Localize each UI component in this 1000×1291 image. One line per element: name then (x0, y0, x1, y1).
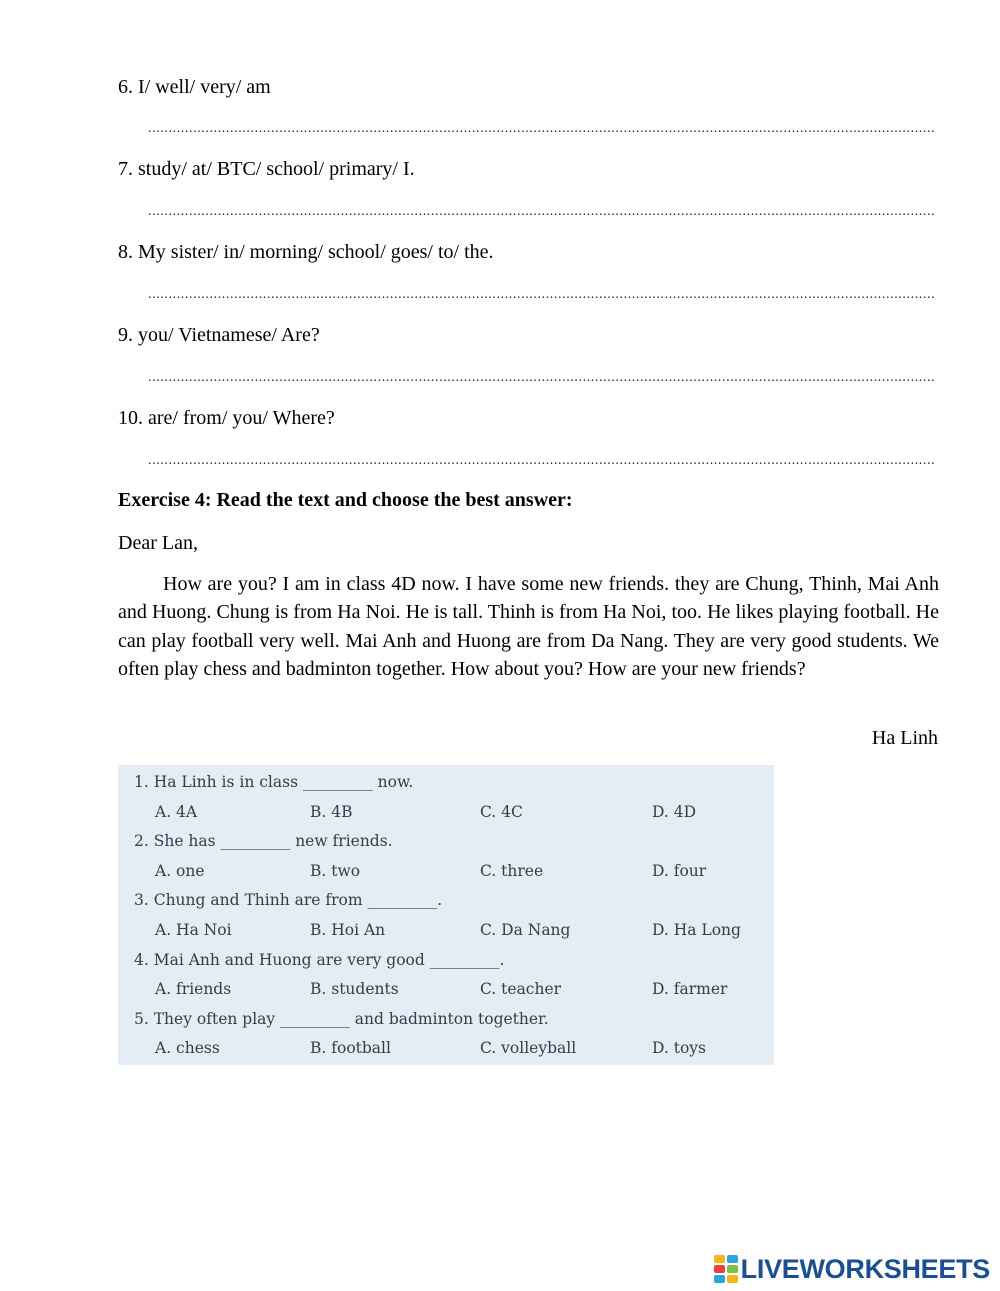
option-c[interactable]: C. volleyball (480, 1039, 577, 1058)
option-d[interactable]: D. Ha Long (652, 920, 741, 939)
quiz-question-4 (118, 946, 774, 976)
option-d[interactable]: D. four (652, 861, 707, 880)
quiz-options-5 (118, 1034, 774, 1064)
quiz-options-4 (118, 975, 774, 1005)
quiz-question-text: 3. Chung and Thinh are from _________. (134, 891, 443, 910)
option-c[interactable]: C. Da Nang (480, 920, 571, 939)
exercise-4-heading: Exercise 4: Read the text and choose the best answer: (118, 489, 573, 511)
quiz-question-text: 4. Mai Anh and Huong are very good _________. (134, 950, 505, 969)
brand-name: LIVEWORKSHEETS (740, 1253, 990, 1284)
letter-signature: Ha Linh (871, 727, 938, 749)
option-a[interactable]: A. friends (155, 980, 232, 999)
option-a[interactable]: A. chess (155, 1039, 220, 1058)
quiz-question-1 (118, 768, 774, 798)
brand-logo[interactable] (714, 1253, 990, 1285)
question-7: 7. study/ at/ BTC/ school/ primary/ I. (118, 158, 415, 180)
option-c[interactable]: C. 4C (480, 802, 523, 821)
option-c[interactable]: C. teacher (480, 980, 562, 999)
option-a[interactable]: A. one (155, 861, 205, 880)
quiz-options-1 (118, 798, 774, 828)
letter-body: How are you? I am in class 4D now. I have some new friends. they are Chung, Thinh, Mai Anh and Huong. Chung is from Ha Noi. He is tall. Thinh is from Ha Noi, too. He likes playing football. He can play football very well. Mai Anh and Huong are from Da Nang. They are very good students. We often play chess and badminton together. How about you? How are your new friends? (118, 573, 939, 681)
question-9: 9. you/ Vietnamese/ Are? (118, 324, 320, 346)
option-d[interactable]: D. toys (652, 1039, 707, 1058)
quiz-question-text: 5. They often play _________ and badminton together. (134, 1009, 549, 1028)
quiz-question-text: 2. She has _________ new friends. (134, 832, 393, 851)
liveworksheets-logo-icon (714, 1255, 738, 1283)
option-b[interactable]: B. two (310, 861, 361, 880)
quiz-options-3 (118, 916, 774, 946)
question-6: 6. I/ well/ very/ am (118, 76, 271, 98)
quiz-question-5 (118, 1005, 774, 1035)
option-a[interactable]: A. Ha Noi (155, 920, 232, 939)
question-10: 10. are/ from/ you/ Where? (118, 407, 335, 429)
option-b[interactable]: B. Hoi An (310, 920, 386, 939)
option-d[interactable]: D. 4D (652, 802, 697, 821)
letter-greeting: Dear Lan, (118, 532, 198, 554)
quiz-question-2 (118, 827, 774, 857)
answer-line-6[interactable]: ................................................................................................................................................................................................ (148, 121, 936, 136)
option-b[interactable]: B. 4B (310, 802, 353, 821)
option-a[interactable]: A. 4A (155, 802, 198, 821)
answer-line-7[interactable]: ................................................................................................................................................................................................ (148, 204, 936, 219)
answer-line-8[interactable]: ................................................................................................................................................................................................ (148, 287, 936, 302)
option-c[interactable]: C. three (480, 861, 544, 880)
quiz-question-3 (118, 886, 774, 916)
answer-line-10[interactable]: ................................................................................................................................................................................................ (148, 453, 936, 468)
answer-line-9[interactable]: ................................................................................................................................................................................................ (148, 370, 936, 385)
question-8: 8. My sister/ in/ morning/ school/ goes/ to/ the. (118, 241, 494, 263)
quiz-question-text: 1. Ha Linh is in class _________ now. (134, 773, 414, 791)
quiz-panel (118, 765, 774, 1065)
option-b[interactable]: B. football (310, 1039, 391, 1058)
option-b[interactable]: B. students (310, 980, 399, 999)
quiz-options-2 (118, 857, 774, 887)
option-d[interactable]: D. farmer (652, 980, 728, 999)
